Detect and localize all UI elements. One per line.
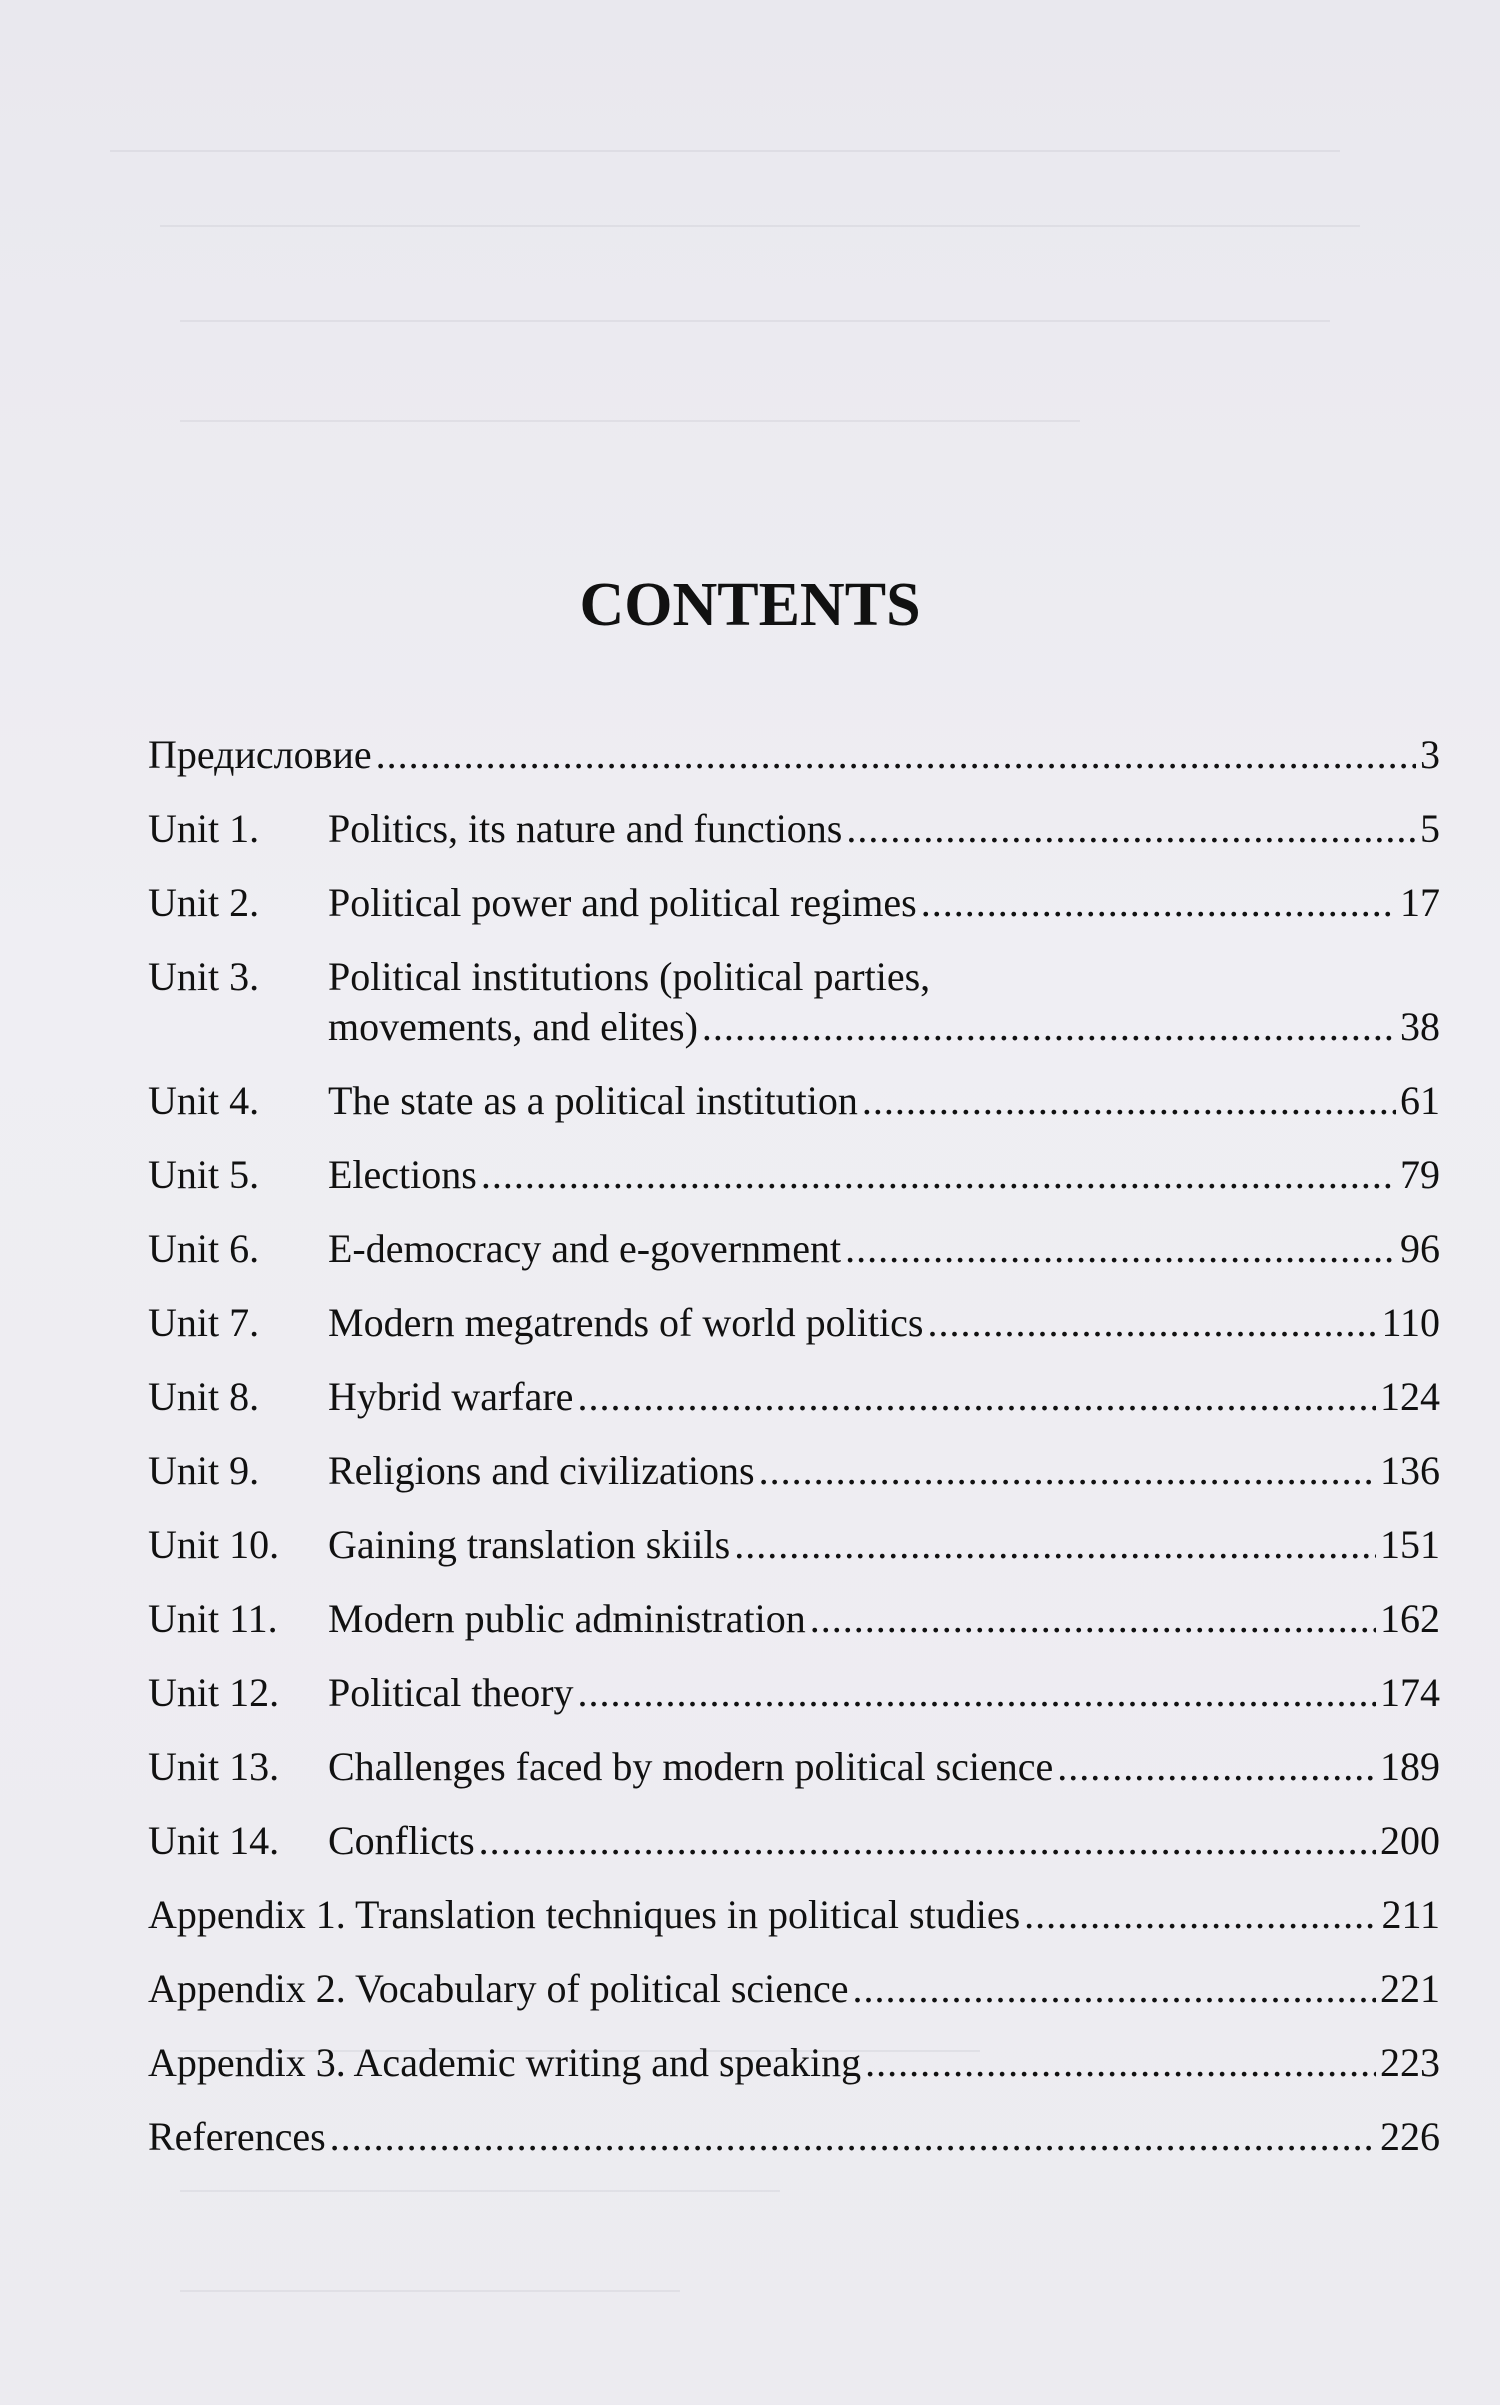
page-title: CONTENTS xyxy=(579,571,921,639)
toc-entry-preface[interactable] xyxy=(148,730,1440,804)
toc-entry-title: The state as a political institution xyxy=(328,1078,858,1123)
dot-leader xyxy=(330,2112,1376,2162)
toc-entry-title: References xyxy=(148,2114,326,2159)
toc-page-number: 223 xyxy=(1380,2040,1440,2085)
toc-entry-title-continued: movements, and elites) xyxy=(328,1004,698,1049)
toc-page-number: 38 xyxy=(1400,1004,1440,1049)
toc-page-number: 211 xyxy=(1381,1892,1440,1937)
toc-unit-label: Unit 3. xyxy=(148,954,260,999)
toc-entry-title: Religions and civilizations xyxy=(328,1448,755,1493)
bleed-through-line xyxy=(180,2190,780,2192)
dot-leader xyxy=(927,1298,1377,1348)
toc-entry-unit-10[interactable] xyxy=(148,1520,1440,1594)
toc-entry-title: Politics, its nature and functions xyxy=(328,806,843,851)
toc-page-number: 226 xyxy=(1380,2114,1440,2159)
toc-page-number: 79 xyxy=(1400,1152,1440,1197)
toc-page-number: 17 xyxy=(1400,880,1440,925)
toc-page-number: 151 xyxy=(1380,1522,1440,1567)
dot-leader xyxy=(577,1372,1376,1422)
toc-entry-unit-4[interactable] xyxy=(148,1076,1440,1150)
toc-entry-unit-2[interactable] xyxy=(148,878,1440,952)
dot-leader xyxy=(853,1964,1376,2014)
bleed-through-line xyxy=(180,2290,680,2292)
toc-entry-unit-3[interactable] xyxy=(148,952,1440,1076)
dot-leader xyxy=(479,1816,1376,1866)
toc-page-number: 110 xyxy=(1381,1300,1440,1345)
dot-leader xyxy=(846,804,1416,854)
bleed-through-line xyxy=(160,225,1360,227)
toc-entry-title: Political theory xyxy=(328,1670,574,1715)
bleed-through-line xyxy=(180,320,1330,322)
toc-unit-label: Unit 9. xyxy=(148,1448,260,1493)
toc-page-number: 61 xyxy=(1400,1078,1440,1123)
toc-unit-label: Unit 5. xyxy=(148,1152,260,1197)
toc-entry-title: Modern megatrends of world politics xyxy=(328,1300,924,1345)
toc-unit-label: Unit 13. xyxy=(148,1744,280,1789)
toc-entry-unit-13[interactable] xyxy=(148,1742,1440,1816)
toc-entry-unit-14[interactable] xyxy=(148,1816,1440,1890)
toc-unit-label: Unit 7. xyxy=(148,1300,260,1345)
toc-entry-title: Appendix 2. Vocabulary of political science xyxy=(148,1966,849,2011)
toc-entry-title: Gaining translation skiils xyxy=(328,1522,731,1567)
dot-leader xyxy=(1057,1742,1376,1792)
toc-unit-label: Unit 2. xyxy=(148,880,260,925)
dot-leader xyxy=(1024,1890,1377,1940)
toc-unit-label: Unit 10. xyxy=(148,1522,280,1567)
toc-unit-label: Unit 11. xyxy=(148,1596,278,1641)
toc-page-number: 162 xyxy=(1380,1596,1440,1641)
toc-entry-title: Conflicts xyxy=(328,1818,475,1863)
toc-entry-unit-8[interactable] xyxy=(148,1372,1440,1446)
toc-entry-title: Appendix 1. Translation techniques in political studies xyxy=(148,1892,1021,1937)
dot-leader xyxy=(845,1224,1396,1274)
table-of-contents xyxy=(148,730,1440,2186)
toc-page-number: 136 xyxy=(1380,1448,1440,1493)
bleed-through-line xyxy=(180,420,1080,422)
dot-leader xyxy=(921,878,1396,928)
toc-entry-title: E-democracy and e-government xyxy=(328,1226,842,1271)
toc-entry-unit-7[interactable] xyxy=(148,1298,1440,1372)
toc-unit-label: Unit 1. xyxy=(148,806,260,851)
toc-page-number: 200 xyxy=(1380,1818,1440,1863)
toc-entry-title: Political institutions (political parties, xyxy=(328,954,931,999)
toc-unit-label: Unit 12. xyxy=(148,1670,280,1715)
bleed-through-line xyxy=(110,150,1340,152)
dot-leader xyxy=(810,1594,1376,1644)
toc-entry-title: Challenges faced by modern political science xyxy=(328,1744,1054,1789)
toc-unit-label: Unit 8. xyxy=(148,1374,260,1419)
dot-leader xyxy=(862,1076,1396,1126)
toc-entry-title: Appendix 3. Academic writing and speaking xyxy=(148,2040,862,2085)
dot-leader xyxy=(481,1150,1396,1200)
toc-page-number: 221 xyxy=(1380,1966,1440,2011)
dot-leader xyxy=(759,1446,1376,1496)
dot-leader xyxy=(865,2038,1376,2088)
toc-entry-appendix-3[interactable] xyxy=(148,2038,1440,2112)
toc-page-number: 5 xyxy=(1420,806,1440,851)
toc-entry-title: Political power and political regimes xyxy=(328,880,917,925)
toc-page-number: 96 xyxy=(1400,1226,1440,1271)
toc-page-number: 3 xyxy=(1420,732,1440,777)
toc-page-number: 189 xyxy=(1380,1744,1440,1789)
toc-entry-unit-6[interactable] xyxy=(148,1224,1440,1298)
toc-entry-appendix-1[interactable] xyxy=(148,1890,1440,1964)
toc-page-number: 174 xyxy=(1380,1670,1440,1715)
toc-entry-unit-11[interactable] xyxy=(148,1594,1440,1668)
toc-entry-appendix-2[interactable] xyxy=(148,1964,1440,2038)
toc-entry-unit-9[interactable] xyxy=(148,1446,1440,1520)
dot-leader xyxy=(734,1520,1376,1570)
toc-entry-title: Elections xyxy=(328,1152,477,1197)
toc-entry-unit-5[interactable] xyxy=(148,1150,1440,1224)
toc-unit-label: Unit 14. xyxy=(148,1818,280,1863)
toc-entry-unit-12[interactable] xyxy=(148,1668,1440,1742)
toc-entry-title: Hybrid warfare xyxy=(328,1374,574,1419)
toc-entry-unit-1[interactable] xyxy=(148,804,1440,878)
toc-entry-references[interactable] xyxy=(148,2112,1440,2186)
toc-entry-title: Modern public administration xyxy=(328,1596,806,1641)
toc-entry-title: Предисловие xyxy=(148,732,372,777)
toc-unit-label: Unit 6. xyxy=(148,1226,260,1271)
dot-leader xyxy=(702,1002,1396,1052)
dot-leader xyxy=(376,730,1416,780)
toc-unit-label: Unit 4. xyxy=(148,1078,260,1123)
dot-leader xyxy=(578,1668,1376,1718)
toc-page-number: 124 xyxy=(1380,1374,1440,1419)
